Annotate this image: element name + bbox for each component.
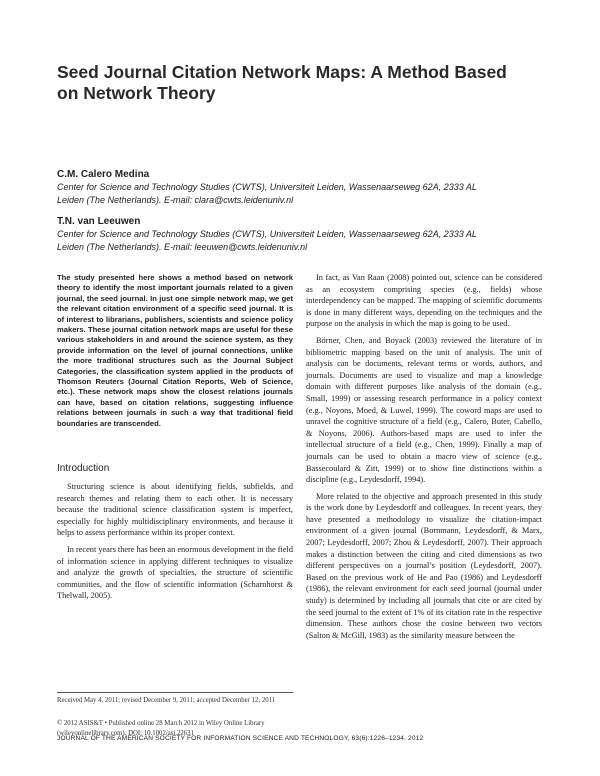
section-heading-introduction: Introduction	[57, 463, 110, 474]
paragraph: In recent years there has been an enormous development in the field of information science in applying different techniques to visualize and analyze the growth of specialties, the structure of scientific communities, and the flow of scientific information (Scharnhorst & Thelwall, 2005).	[57, 544, 294, 601]
paper-title	[57, 62, 557, 104]
author-affiliation-line: Leiden (The Netherlands). E-mail: leeuwen@cwts.leidenuniv.nl	[57, 242, 308, 252]
running-footer: JOURNAL OF THE AMERICAN SOCIETY FOR INFORMATION SCIENCE AND TECHNOLOGY, 63(6):1226–1234, 2012	[57, 735, 424, 742]
paragraph: In fact, as Van Raan (2008) pointed out, science can be considered as an ecosystem comprising species (e.g., fields) whose interdependency can be mapped. The mapping of scientific documents is done in many different ways, depending on the techniques and the purpose on the analysis in which the map is going to be used.	[306, 273, 542, 329]
footnote-received: Received May 4, 2011; revised December 9, 2011; accepted December 12, 2011	[57, 697, 276, 704]
author-block	[57, 168, 537, 207]
author-affiliation-line: Center for Science and Technology Studies (CWTS), Universiteit Leiden, Wassenaarseweg 62A, 2333 AL	[57, 182, 477, 192]
author-name: T.N. van Leeuwen	[57, 216, 141, 227]
paragraph: More related to the objective and approach presented in this study is the work done by Leydesdorff and colleagues. In recent years, they have presented a methodology to visualize the citation-impact environment of a given journal (Bornmann, Leydesdorff, & Marx, 2007; Leydesdorff, 2007; Zhou & Leydesdorff, 2007). Their approach makes a distinction between the citing and cited dimensions as two different perspectives on a journal’s position (Leydesdorff, 2007). Based on the previous work of He and Pao (1986) and Leydesdorff (1986), the relevant environment for each seed journal (journal under study) is determined by including all journals that cite or are cited by the seed journal to the extent of 1% of its citation rate in the respective dimension. These authors chose the cosine between two vectors (Salton & McGill, 1983) as the similarity measure between the	[306, 491, 542, 640]
paragraph: Börner, Chen, and Boyack (2003) reviewed the literature of in bibliometric mapping based on the unit of analysis. The unit of analysis can be documents, relevant terms or words, authors, and journals. Documents are used to visualize and map a knowledge domain with different purposes like analysis of the domain (e.g., Small, 1999) or assessing research performance in a policy context (e.g., Noyons, Moed, & Luwel, 1999). The coword maps are used to unravel the cognitive structure of a field (e.g., Calero, Buter, Cabello, & Noyons, 2006). Authors-based maps are used to infer the intellectual structure of a field (e.g., Chen, 1999). Finally a map of journals can be used to obtain a macro view of science (e.g., Bassecoulard & Zitt, 1999) or to show fine distinctions within a discipline (e.g., Leydesdorff, 1994).	[306, 335, 542, 485]
footnote-divider	[57, 692, 293, 693]
author-affiliation-line: Center for Science and Technology Studies (CWTS), Universiteit Leiden, Wassenaarseweg 62A, 2333 AL	[57, 229, 477, 239]
author-affiliation-line: Leiden (The Netherlands). E-mail: clara@cwts.leidenuniv.nl	[57, 195, 294, 205]
paragraph: Structuring science is about identifying fields, subfields, and research themes and relating them to each other. It is necessary because the traditional science classification system is imperfect, especially for highly multidisciplinary environments, and because it helps to assess performance within its proper context.	[57, 482, 293, 538]
right-column	[306, 272, 542, 641]
title-line: on Network Theory	[57, 83, 216, 103]
author-block	[57, 215, 537, 254]
intro-column	[57, 481, 293, 602]
title-line: Seed Journal Citation Network Maps: A Method Based	[57, 62, 507, 82]
footnote-copyright: © 2012 ASIS&T • Published online 28 March 2012 in Wiley Online Library (wileyonlinelibrary.com). DOI: 10.1002/asi.22631	[57, 720, 265, 737]
abstract: The study presented here shows a method based on network theory to identify the most important journals related to a given journal, the seed journal. In just one simple network map, we get the relevant citation environment of a specific seed journal. It is of interest to librarians, publishers, scientists and science policy makers. These journal citation network maps are useful for these various stakeholders in and around the science system, as they provide information on the level of journal connections, unlike the more traditional structures such as the Journal Subject Categories, the classification system applied in the products of Thomson Reuters (Journal Citation Reports, Web of Science, etc.). These network maps show the closest relations journals can have, based on citation relations, suggesting influence relations between journals in such a way that traditional field boundaries are transcended.	[57, 273, 293, 428]
author-name: C.M. Calero Medina	[57, 169, 150, 180]
